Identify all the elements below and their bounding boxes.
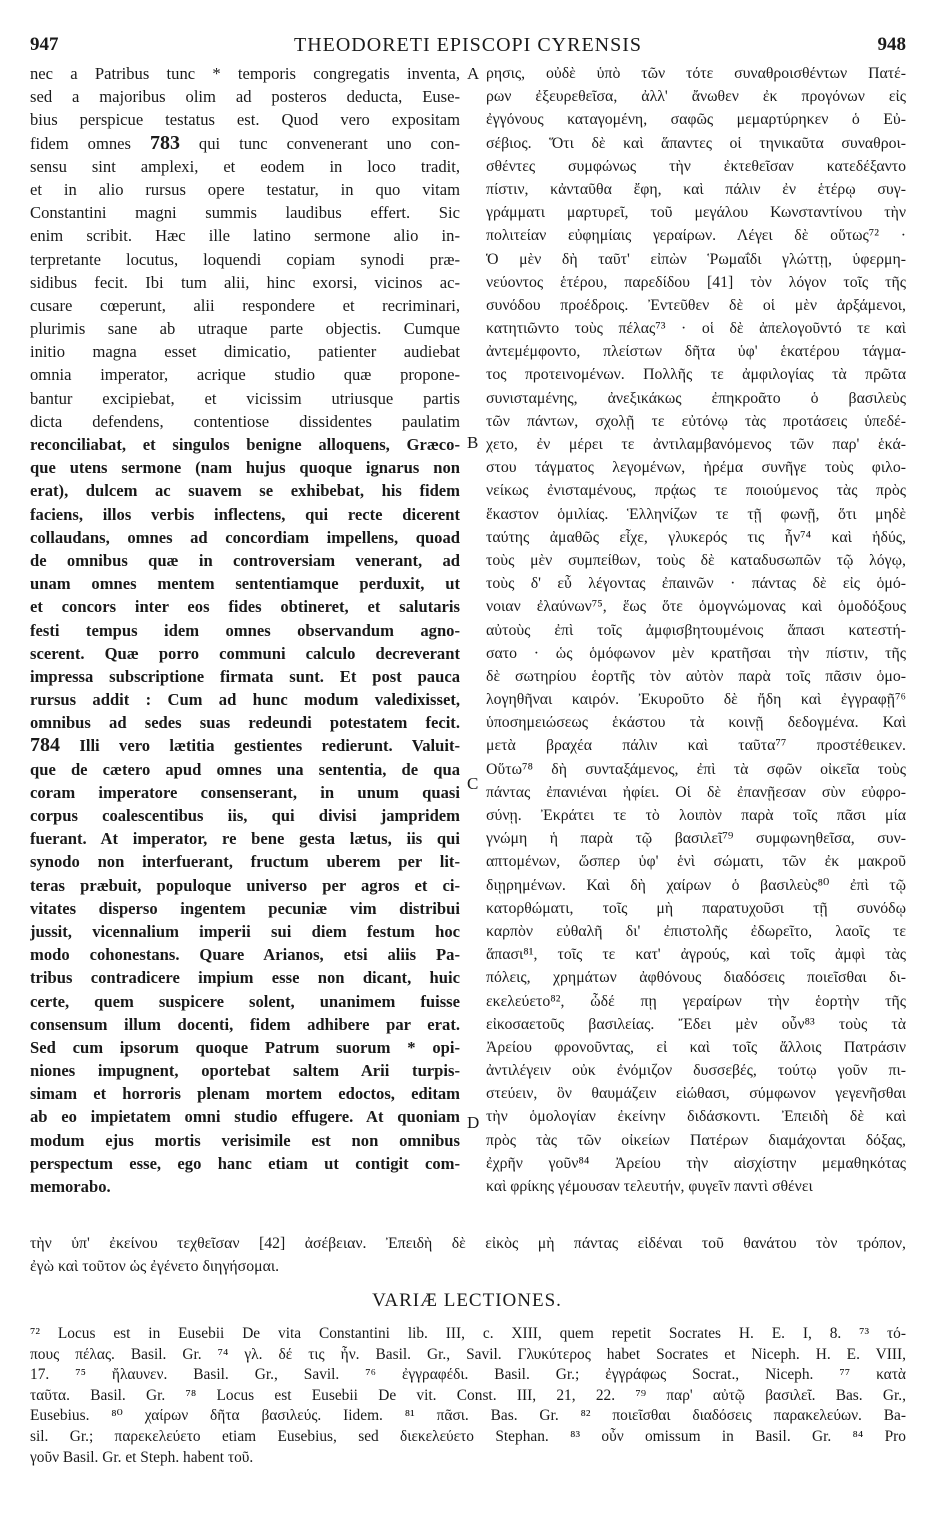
latin-line: omnibus ad sedes suas redeundi potestatem fecit.	[30, 713, 460, 733]
greek-line: τὴν ὁμολογίαν ἐκείνην διδάσκοντι. Ἐπειδὴ δὲ καὶ	[486, 1108, 906, 1126]
latin-line: collaudans, omnes ad concordiam impellens, quoad	[30, 527, 460, 547]
latin-line	[30, 734, 460, 757]
latin-line: faciens, illos verbis inflectens, qui recte dicerent	[30, 504, 460, 524]
latin-line: memorabo.	[30, 1177, 111, 1196]
latin-line: scerent. Quæ porro communi calculo decreverant	[30, 643, 460, 663]
latin-line: vitates disperso ingentem pecuniæ vim distribui	[30, 898, 460, 918]
greek-line: ὑποσημειώσεως ἑκάστου τὰ κοινῇ δεδογμένα. Καὶ	[486, 714, 906, 732]
greek-line: απτομένων, ὥσπερ ὑφ' ἑνὶ σώματι, τῶν ἐκ μακροῦ	[486, 853, 906, 871]
greek-line: συνισταμένης, ἀνεξικάκως ἐπηκροᾶτο ὁ βασιλεὺς	[486, 389, 906, 407]
latin-line: et concors inter eos fides obtineret, et salutaris	[30, 597, 460, 617]
greek-line: ταύτης ἀμαθῶς εἶχε, γλυκερός τις ἦν⁷⁴ καὶ ἡδύς,	[486, 528, 906, 546]
latin-line: niones impugnent, oportebat saltem Arii turpis-	[30, 1061, 460, 1081]
greek-line: πίστιν, κἀνταῦθα ἔφη, καὶ πάλιν ἐν ἑτέρῳ συγ-	[486, 180, 906, 198]
greek-line: κατορθώματι, τοῖς μὴ παρατυχοῦσι τῇ συνόδῳ	[486, 899, 906, 917]
latin-line: bius perspicue testatus est. Quod vero expositam	[30, 110, 460, 130]
latin-column	[30, 62, 460, 1198]
latin-line: synodo non interfuerant, fructum uberem per lit-	[30, 852, 460, 872]
latin-line: sed a majoribus olim ad posteros deducta, Euse-	[30, 87, 460, 107]
latin-line: simam et horroris plenam mortem edoctos, editam	[30, 1084, 460, 1104]
greek-line: νεύοντος ἑτέρου, παρεδίδου [41] τὸν λόγον τοῖς τῆς	[486, 273, 906, 291]
variant-note-line: sil. Gr.; παρεκελεύετο etiam Eusebius, sed διεκελεύετο Stephan. ⁸³ οὖν omissum in Basil. Gr. ⁸⁴ Pro	[30, 1427, 906, 1445]
greek-line: μετὰ βραχέα πάλιν καὶ ταῦτα⁷⁷ προστέθεικεν.	[486, 737, 906, 755]
greek-line: καὶ φρίκης γέμουσαν τελευτήν, φυγεῖν παντὶ σθένει	[486, 1178, 813, 1195]
greek-line: Ἀρείου φρονοῦντας, εἰ καὶ τοῖς ἄλλοις Πατράσιν	[486, 1038, 906, 1056]
two-column-text	[30, 62, 906, 1222]
greek-line: εἰκοσαετοῦς βασιλείας. Ἔδει μὲν οὖν⁸³ τοὺς τὰ	[486, 1015, 906, 1033]
latin-line: jussit, vicennalium imperii sui diem festum hoc	[30, 921, 460, 941]
latin-line: rursus addit : Cum ad hunc modum valedixisset,	[30, 690, 460, 710]
greek-line: τος προτεινομένων. Πολλῆς τε ἀμφιλογίας τὰ πρῶτα	[486, 366, 906, 384]
right-page-number: 948	[877, 34, 906, 55]
greek-line: τῶν πάντων, σχολῇ τε εὐτόνῳ τὰς προτάσεις ὑπεδέ-	[486, 412, 906, 430]
greek-column	[486, 62, 906, 1198]
latin-line: festi tempus idem omnes observandum agno-	[30, 620, 460, 640]
latin-line: initio magna esset dimicatio, patienter audiebat	[30, 342, 460, 362]
latin-line: bantur excipiebat, et vicissim utriusque partis	[30, 388, 460, 408]
left-page-number: 947	[30, 34, 59, 55]
greek-line: δὲ σωτηρίου ἑορτῆς τὸν αὐτὸν παρὰ τοῖς πᾶσιν ὁμο-	[486, 667, 906, 685]
line-remainder: Illi vero lætitia gestientes redierunt. Valuit-	[60, 736, 460, 756]
latin-line: modum ejus mortis verisimile est non omnibus	[30, 1130, 460, 1150]
greek-line: καρπὸν εὐθαλῆ δι' ἐπιστολῆς ἐδωρεῖτο, λαοῖς τε	[486, 922, 906, 940]
latin-line: certe, quem suspicere solent, unanimem fuisse	[30, 991, 460, 1011]
greek-line: σατο · ὡς ὁμόφωνον μὲν κρατῆσαι τὴν πίστιν, τῆς	[486, 644, 906, 662]
latin-line: Constantini magni summis laudibus effert. Sic	[30, 203, 460, 223]
column-block-number: 784	[30, 734, 60, 757]
latin-line: fuerant. At imperator, re bene gesta lætus, iis qui	[30, 829, 460, 849]
greek-line: χετο, ἐν μέρει τε ἀντιλαμβανόμενος τῶν παρ' ἑκά-	[486, 436, 906, 453]
variant-note-line: πους πέλας. Basil. Gr. ⁷⁴ γλ. δέ τις ἦν. Basil. Gr., Savil. Γλυκύτερος habet Socrates et Niceph. H. E. VIII,	[30, 1345, 906, 1363]
variant-note-line: Eusebius. ⁸⁰ χαίρων δῆτα βασιλεύς. Iidem. ⁸¹ πᾶσι. Bas. Gr. ⁸² ποιεῖσθαι διαδόσεις παρακελεύων. Ba-	[30, 1407, 906, 1425]
latin-line: que de cætero apud omnes una sententia, de qua	[30, 759, 460, 779]
latin-line: dicta defendens, contentiose dissidentes paulatim	[30, 411, 460, 431]
greek-line: λογηθῆναι καιρόν. Ἐκυροῦτο δὲ ἤδη καὶ ἐγγραφῇ⁷⁶	[486, 691, 906, 709]
greek-line: τοὺς μὲν συμπείθων, τοὺς δὲ καταδυσωπῶν τῷ λόγῳ,	[486, 551, 906, 569]
variant-note-line: ταῦτα. Basil. Gr. ⁷⁸ Locus est Eusebii De vit. Const. III, 21, 22. ⁷⁹ παρ' αὐτῷ βασιλεῖ. Bas. Gr.,	[30, 1386, 906, 1404]
greek-line: πολιτείαν εὐφημίαις γεραίρων. Λέγει δὲ οὕτως⁷² ·	[486, 227, 906, 245]
latin-line: ab eo impietatem omni studio effugere. At quoniam	[30, 1107, 460, 1127]
latin-line: omnia imperator, acrique studio quæ propone-	[30, 365, 460, 385]
variae-lectiones-notes	[30, 1324, 906, 1468]
latin-line: tribus contradicere impium esse non dicant, huic	[30, 968, 460, 988]
greek-line: ἕκαστον ὁμιλίας. Ἑλληνίζων τε τῇ φωνῇ, ὅτι μηδὲ	[486, 505, 906, 523]
greek-line: σθέντες συμφώνως τὴν ἐκτεθεῖσαν κατεδέξαντο	[486, 157, 906, 175]
greek-line: ἐγγόνους καταγομένη, σαφῶς μεμαρτύρηκεν ὁ Εὐ-	[486, 111, 906, 129]
greek-line: πρὸς τὰς τῶν οἰκείων Πατέρων διαμάχονται δόξας,	[486, 1131, 906, 1149]
greek-line: σύνῃ. Ἐκράτει τε τὸ λοιπὸν παρὰ τοῖς πᾶσι μία	[486, 807, 906, 824]
greek-line: αὐτοὺς ἐπὶ τοῖς ἀμφισβητουμένοις ἅπασι κατεστή-	[486, 621, 906, 639]
latin-line: teras præbuit, populoque universo per agros et ci-	[30, 875, 460, 895]
greek-line: ἀντεμέμφοντο, πλείστων δῆτα ὑφ' ἑκατέρου τάγμα-	[486, 343, 906, 361]
greek-line: Οὕτω⁷⁸ δὴ συνταξάμενος, ἐπὶ τὰ σφῶν οἰκεῖα τοὺς	[486, 760, 906, 778]
variant-note-line: 17. ⁷⁵ ἤλαυνεν. Basil. Gr., Savil. ⁷⁶ ἐγγραφέδι. Basil. Gr.; ἐγγράφως Socrat., Niceph. ⁷⁷ κατὰ	[30, 1366, 906, 1384]
latin-line: impressa subscriptione firmata sunt. Et post pauca	[30, 666, 460, 686]
latin-line: coram imperatore consenserant, in unum quasi	[30, 782, 460, 802]
latin-line: erat), dulcem ac suavem se exhibebat, his fidem	[30, 481, 460, 501]
greek-line: στεύειν, ὃν θαυμάζειν εἰώθασι, σύμφωνον γεγενῆσθαι	[486, 1085, 906, 1103]
latin-line: corpus coalescentibus iis, qui divisi jampridem	[30, 806, 460, 825]
variant-note-line: ⁷² Locus est in Eusebii De vita Constantini lib. III, c. XIII, quem repetit Socrates H. E. I, 8. ⁷³ τό-	[30, 1325, 906, 1342]
latin-line: modo cohonestans. Quare Arianos, etsi aliis Pa-	[30, 945, 460, 965]
greek-line: ρων ἐξευρεθεῖσα, ἀλλ' ἄνωθεν ἐκ προγόνων εἰς	[486, 88, 906, 106]
greek-line: Ὁ μὲν δὴ ταῦτ' εἰπὼν Ῥωμαΐδι γλώττῃ, ὑφερμη-	[486, 250, 906, 268]
latin-line: fidem omnes 783 qui tunc convenerant uno con-	[30, 131, 460, 154]
latin-line: nec a Patribus tunc * temporis congregatis inventa,	[30, 64, 460, 83]
greek-line: εκελεύετο⁸², ὧδέ πῃ γεραίρων τὴν ἑορτὴν τῆς	[486, 992, 906, 1010]
column-block-number: 783	[149, 131, 180, 154]
greek-line: συνόδου προέδροις. Ἐντεῦθεν δὲ οἱ μὲν ἀρξάμενοι,	[486, 296, 906, 314]
greek-line: διῃρημένων. Καὶ δὴ χαίρων ὁ βασιλεὺς⁸⁰ ἐπὶ τῷ	[486, 876, 906, 894]
margin-letter-b: B	[467, 433, 479, 452]
latin-line: de omnibus quæ in controversiam venerant, ad	[30, 550, 460, 570]
greek-line: ρησις, οὐδὲ ὑπὸ τῶν τότε συναθροισθέντων Πατέ-	[486, 65, 906, 82]
latin-line: plurimis sane ab utraque parte objectis. Cumque	[30, 319, 460, 339]
latin-line: reconciliabat, et singulos benigne alloquens, Græco-	[30, 435, 460, 454]
margin-letter-a: A	[467, 64, 480, 83]
greek-line: ἐχρῆν γοῦν⁸⁴ Ἀρείου τὴν αἰσχίστην μεμαθηκότας	[486, 1154, 906, 1172]
full-width-closing-text	[30, 1232, 906, 1278]
latin-line: et in alio rursus opere testatur, in quo vitam	[30, 179, 460, 199]
latin-line: sensu sint amplexi, et eodem in loco tradit,	[30, 156, 460, 176]
latin-line: sidibus fecit. Ibi tum alii, hinc exorsi, vicinos ac-	[30, 272, 460, 292]
full-width-line: ἐγὼ καὶ τοῦτον ὡς ἐγένετο διηγήσομαι.	[30, 1258, 280, 1276]
greek-line: πάντας ἐπανιέναι ἠφίει. Οἱ δὲ ἐπανῇεσαν σὺν εὐφρο-	[486, 783, 906, 801]
latin-line: cusare cœperunt, alii respondere et recriminari,	[30, 295, 460, 315]
latin-line: consensum illum docenti, fidem adhibere par erat.	[30, 1014, 460, 1034]
latin-line: unam omnes mentem sententiamque perduxit, ut	[30, 574, 460, 594]
greek-line: νοιαν ἐλαύνων⁷⁵, ἕως ὅτε ὁμογνώμονας καὶ ὁμοδόξους	[486, 598, 906, 616]
greek-line: τοὺς δ' εὖ λέγοντας ἐπαινῶν · πάντας δὲ εἰς ὁμό-	[486, 575, 906, 593]
greek-line: κατητιῶντο τοὺς πέλας⁷³ · οἱ δὲ ἀπελογοῦντό τε καὶ	[486, 320, 906, 338]
variae-lectiones-heading: VARIÆ LECTIONES.	[372, 1290, 562, 1311]
greek-line: πόλεις, χρημάτων ἀφθόνους διαδόσεις ποιεῖσθαι δι-	[486, 969, 906, 987]
greek-line: γράμματι μαρτυρεῖ, τοῦ μεγάλου Κωνσταντίνου τὴν	[486, 204, 906, 222]
latin-line: enim scribit. Hæc ille latino sermone alio in-	[30, 226, 460, 246]
line-remainder: qui tunc convenerant uno con-	[179, 133, 460, 153]
latin-line: terpretante locutus, loquendi copiam synodi præ-	[30, 249, 460, 269]
greek-line: ἅπασι⁸¹, τοῖς τε κατ' ἀγρούς, καὶ τοῖς ἀμφὶ τὰς	[486, 946, 906, 964]
latin-line: Sed cum ipsorum quoque Patrum suorum * opi-	[30, 1037, 460, 1057]
greek-line: ἀντιλέγειν οὐκ ἐνόμιζον δυσσεβές, τούτῳ γοῦν πι-	[486, 1062, 906, 1080]
running-title: THEODORETI EPISCOPI CYRENSIS	[293, 34, 643, 56]
margin-letter-d: D	[467, 1113, 480, 1132]
greek-line: στου τάγματος λεγομένων, ἠρέμα συνῆγε τοὺς φιλο-	[486, 459, 906, 477]
greek-line: νείκως ἐνισταμένους, πρᾴως τε ποιούμενος τὰς πρὸς	[486, 482, 906, 500]
latin-line: que utens sermone (nam hujus quoque ignarus non	[30, 458, 460, 478]
latin-line: perspectum esse, ego hanc etiam ut contigit com-	[30, 1153, 460, 1173]
margin-letter-c: C	[467, 774, 479, 793]
greek-line: γνώμη ἡ παρὰ τῷ βασιλεῖ⁷⁹ συμφωνηθεῖσα, συν-	[486, 830, 906, 848]
full-width-line: τὴν ὑπ' ἐκείνου τεχθεῖσαν [42] ἀσέβειαν. Ἐπειδὴ δὲ εἰκὸς μὴ πάντας εἰδέναι τοῦ θανάτου τὸν τρόπον,	[30, 1235, 906, 1252]
variant-note-line: γοῦν Basil. Gr. et Steph. habent τοῦ.	[30, 1448, 254, 1466]
greek-line: σέβιος. Ὅτι δὲ καὶ ἅπαντες οἱ τηνικαῦτα συναθροι-	[486, 134, 906, 152]
page-header	[30, 34, 906, 58]
